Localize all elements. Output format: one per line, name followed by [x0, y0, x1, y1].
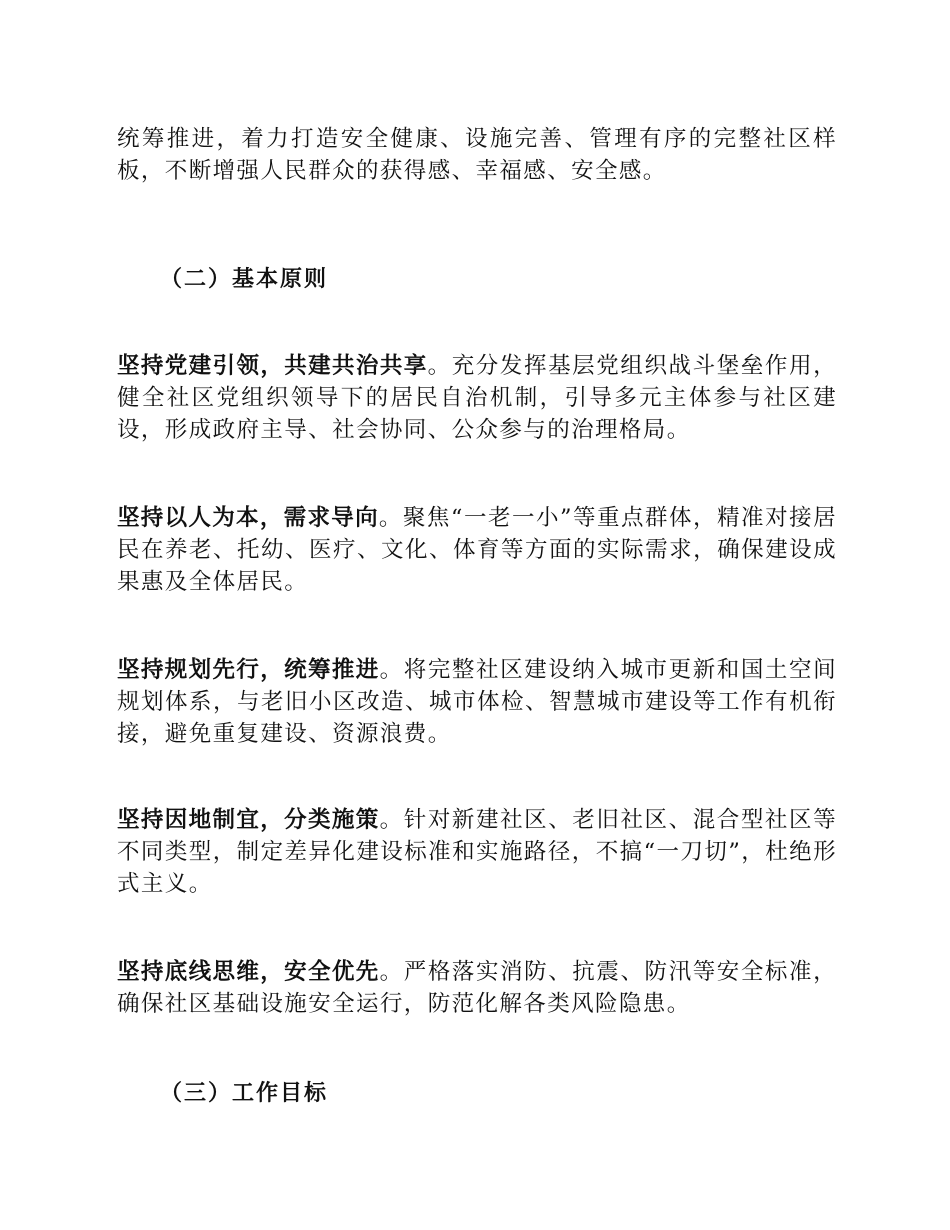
principle-lead: 坚持因地制宜，分类施策 [117, 807, 380, 833]
principle-body: 。充分发挥基层党组织战斗堡垒作用，健全社区党组织领导下的居民自治机制，引导多元主体参与社区建设，形成政府主导、社会协同、公众参与的治理格局。 [117, 353, 837, 443]
principle-lead: 坚持规划先行，统筹推进 [117, 657, 380, 683]
principle-lead: 坚持底线思维，安全优先 [117, 959, 380, 985]
intro-paragraph: 统筹推进，着力打造安全健康、设施完善、管理有序的完整社区样板，不断增强人民群众的获得感、幸福感、安全感。 [117, 126, 837, 184]
principle-paragraph-people-oriented [117, 502, 837, 598]
principle-lead: 坚持党建引领，共建共治共享 [117, 353, 428, 379]
principle-body: 。严格落实消防、抗震、防汛等安全标准，确保社区基础设施安全运行，防范化解各类风险隐患。 [117, 959, 837, 1017]
principle-body: 。针对新建社区、老旧社区、混合型社区等不同类型，制定差异化建设标准和实施路径，不搞“一刀切”，杜绝形式主义。 [117, 807, 837, 897]
principle-paragraph-party-building [117, 350, 837, 446]
principle-body: 。将完整社区建设纳入城市更新和国土空间规划体系，与老旧小区改造、城市体检、智慧城市建设等工作有机衔接，避免重复建设、资源浪费。 [117, 657, 837, 747]
section-heading-work-goals: （三）工作目标 [160, 1080, 329, 1106]
section-heading-basic-principles: （二）基本原则 [160, 266, 329, 292]
principle-body: 。聚焦“一老一小”等重点群体，精准对接居民在养老、托幼、医疗、文化、体育等方面的实际需求，确保建设成果惠及全体居民。 [117, 505, 837, 595]
principle-paragraph-planning-first [117, 654, 837, 750]
principle-paragraph-local-conditions [117, 804, 837, 900]
principle-lead: 坚持以人为本，需求导向 [117, 505, 379, 531]
principle-paragraph-safety-first [117, 956, 837, 1020]
